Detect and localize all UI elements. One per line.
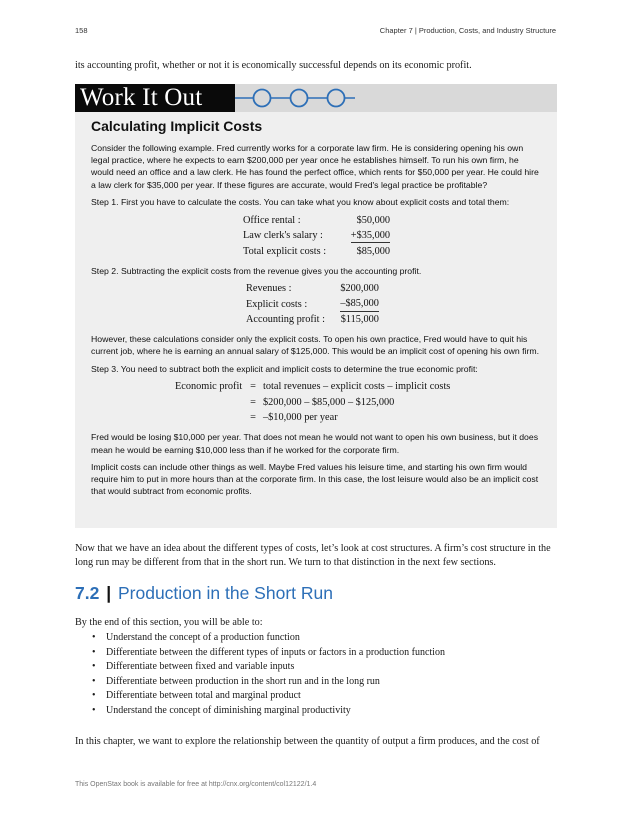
intro-paragraph: its accounting profit, whether or not it is economically successful depends on its economic profit.: [75, 60, 472, 71]
list-item: [92, 704, 552, 719]
equation-row: [175, 411, 450, 427]
step-3-text: Step 3. You need to subtract both the explicit and implicit costs to determine the true economic profit:: [91, 363, 478, 374]
equals-sign: =: [250, 396, 256, 408]
list-item: [92, 646, 552, 661]
objective-text: Differentiate between fixed and variable inputs: [106, 661, 295, 672]
section-title: Production in the Short Run: [117, 583, 333, 603]
conclusion-paragraph: Fred would be losing $10,000 per year. That does not mean he would not want to open his own business, but it does mean he would be earning $10,000 less than if he worked for the corporate firm.: [91, 432, 539, 455]
step-1-text: Step 1. First you have to calculate the costs. You can take what you know about explicit costs and total them:: [91, 196, 510, 207]
calc-label: Revenues :: [246, 283, 292, 295]
economic-profit-equation: [175, 380, 450, 427]
bullet-icon: •: [92, 661, 96, 672]
work-it-out-box: [75, 84, 557, 528]
section-separator: |: [106, 583, 112, 603]
step-2-text: Step 2. Subtracting the explicit costs from the revenue gives you the accounting profit.: [91, 265, 422, 276]
bullet-icon: •: [92, 632, 96, 643]
calc-label: Explicit costs :: [246, 298, 308, 310]
equation-label: [175, 395, 245, 411]
calc-row: [243, 244, 390, 260]
list-item: [92, 660, 552, 675]
equals-sign: =: [250, 412, 256, 424]
list-item: [92, 631, 552, 646]
calc-value: $50,000: [356, 214, 391, 226]
work-it-out-banner: [75, 84, 557, 112]
page-number: 158: [75, 26, 88, 35]
leisure-paragraph: Implicit costs can include other things as well. Maybe Fred values his leisure time, and starting his own firm would require him to put in more hours than at the corporate firm. In this case, the lost leisure would also be an implicit cost that would subtract from economic profits.: [91, 461, 539, 497]
bullet-icon: •: [92, 646, 96, 658]
equation-label: [175, 411, 245, 427]
calc-row: [246, 282, 379, 298]
objective-text: Differentiate between total and marginal product: [106, 690, 301, 701]
calc-value: +$35,000: [351, 230, 390, 243]
equation-label: Economic profit: [175, 381, 243, 393]
calc-label: Law clerk's salary :: [243, 230, 323, 242]
work-it-out-title: Calculating Implicit Costs: [91, 118, 263, 134]
work-it-out-label: Work It Out: [75, 84, 235, 112]
calc-value: –$85,000: [340, 298, 379, 311]
list-item: [92, 675, 552, 690]
learning-objectives-list: [92, 631, 552, 718]
equation-rhs: –$10,000 per year: [263, 412, 338, 424]
list-item: [92, 689, 552, 704]
calc-row: [246, 297, 379, 313]
equation-row: [175, 395, 450, 411]
objective-text: Understand the concept of a production function: [106, 632, 300, 643]
objective-text: Differentiate between production in the short run and in the long run: [106, 675, 380, 687]
chapter-title: Chapter 7 | Production, Costs, and Industry Structure: [379, 26, 556, 35]
explicit-costs-table: [243, 213, 390, 260]
equation-rhs: total revenues – explicit costs – implicit costs: [263, 381, 451, 393]
calc-row: [246, 313, 379, 329]
calc-value: $115,000: [340, 314, 379, 326]
equals-sign: =: [250, 381, 256, 393]
bullet-icon: •: [92, 704, 96, 716]
calc-label: Office rental :: [243, 214, 301, 226]
calc-row: [243, 229, 390, 245]
transition-paragraph: Now that we have an idea about the different types of costs, let’s look at cost structures. A firm’s cost structure in the long run may be different from that in the short run. We turn to that distinction in the next few sections.: [75, 543, 551, 568]
section-number: 7.2: [75, 583, 100, 603]
calc-label: Total explicit costs :: [243, 245, 327, 257]
accounting-profit-table: [246, 282, 379, 329]
calc-value: $85,000: [356, 245, 391, 257]
closing-paragraph: In this chapter, we want to explore the relationship between the quantity of output a firm produces, and the cost of: [75, 736, 540, 747]
bullet-icon: •: [92, 690, 96, 701]
section-heading: [75, 582, 333, 604]
page-footer: This OpenStax book is available for free at http://cnx.org/content/col12122/1.4: [75, 781, 317, 788]
objectives-intro: By the end of this section, you will be able to:: [75, 617, 263, 628]
calc-row: [243, 213, 390, 229]
example-paragraph: Consider the following example. Fred currently works for a corporate law firm. He is considering opening his own legal practice, where he expects to earn $200,000 per year once he establishes himself. To run his own firm, he would need an office and a law clerk. He has found the perfect office, which rents for $50,000 per year. He could hire a law clerk for $35,000 per year. If these figures are accurate, would Fred's legal practice be profitable?: [91, 143, 539, 190]
implicit-cost-paragraph: However, these calculations consider only the explicit costs. To open his own practice, Fred would have to quit his current job, where he is earning an annual salary of $125,000. This would be an implicit cost of opening his own firm.: [91, 334, 539, 357]
equation-rhs: $200,000 – $85,000 – $125,000: [263, 396, 395, 408]
calc-label: Accounting profit :: [246, 314, 325, 326]
bullet-icon: •: [92, 675, 96, 687]
linked-circles-icon: [235, 87, 355, 109]
objective-text: Differentiate between the different types of inputs or factors in a production function: [106, 646, 445, 658]
calc-value: $200,000: [340, 283, 379, 295]
equation-row: [175, 380, 450, 396]
work-it-out-content: [91, 118, 541, 502]
objective-text: Understand the concept of diminishing marginal productivity: [106, 704, 351, 716]
